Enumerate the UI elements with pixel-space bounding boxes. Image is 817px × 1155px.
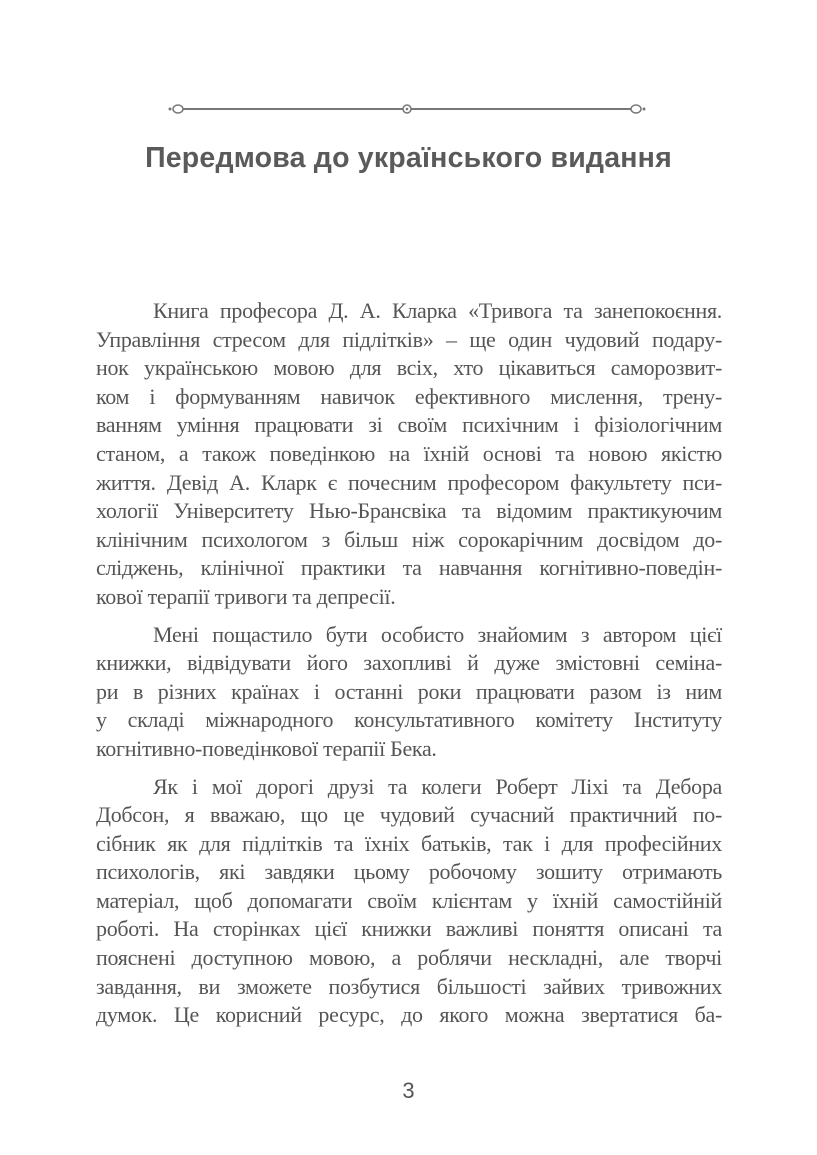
body-text	[96, 297, 722, 1039]
text-line: сліджень, клінічної практики та навчання когнітивно-поведін-	[96, 555, 722, 581]
text-line: клінічним психологом з більш ніж сорокарічним досвідом до-	[96, 526, 722, 552]
text-line: матеріал, щоб допомагати своїм клієнтам у їхній самостійній	[96, 887, 722, 913]
text-line: думок. Це корисний ресурс, до якого можна звертатися ба-	[96, 1002, 722, 1028]
text-line: книжки, відвідувати його захопливі й дуже змістовні семіна-	[96, 650, 722, 676]
ornament-divider-icon	[168, 100, 646, 118]
text-line: Управління стресом для підлітків» – ще один чудовий подару-	[96, 326, 722, 352]
text-line: психологів, які завдяки цьому робочому зошиту отримають	[96, 859, 722, 885]
paragraph	[96, 773, 722, 1030]
paragraph	[96, 621, 722, 764]
text-line: у складі міжнародного консультативного комітету Інституту	[96, 707, 722, 733]
text-line: Як і мої дорогі друзі та колеги Роберт Ліхі та Дебора	[153, 773, 722, 799]
text-line: завдання, ви зможете позбутися більшості зайвих тривожних	[96, 973, 722, 999]
text-line: роботі. На сторінках цієї книжки важливі поняття описані та	[96, 916, 722, 942]
text-line: Книга професора Д. А. Кларка «Тривога та занепокоєння.	[153, 298, 722, 323]
text-line: життя. Девід А. Кларк є почесним професором факультету пси-	[96, 469, 722, 495]
text-line: кової терапії тривоги та депресії.	[96, 583, 396, 609]
paragraph	[96, 297, 722, 612]
page-title: Передмова до українського видання	[145, 142, 672, 174]
page-number: 3	[402, 1078, 415, 1103]
text-line: Добсон, я вважаю, що це чудовий сучасний практичний по-	[96, 802, 722, 828]
text-line: пояснені доступною мовою, а роблячи нескладні, але творчі	[96, 945, 722, 971]
text-line: станом, а також поведінкою на їхній основі та новою якістю	[96, 440, 722, 466]
text-line: ри в різних країнах і останні роки працювати разом із ним	[96, 678, 722, 704]
text-line: хології Університету Нью-Брансвіка та відомим практикуючим	[96, 498, 722, 524]
text-line: Мені пощастило бути особисто знайомим з автором цієї	[153, 621, 722, 647]
text-line: когнітивно-поведінкової терапії Бека.	[96, 735, 437, 761]
text-line: ванням уміння працювати зі своїм психічним і фізіологічним	[96, 412, 722, 438]
text-line: сібник як для підлітків та їхніх батьків, так і для професійних	[96, 830, 722, 856]
text-line: нок українською мовою для всіх, хто цікавиться саморозвит-	[96, 355, 722, 381]
text-line: ком і формуванням навичок ефективного мислення, трену-	[96, 383, 722, 409]
